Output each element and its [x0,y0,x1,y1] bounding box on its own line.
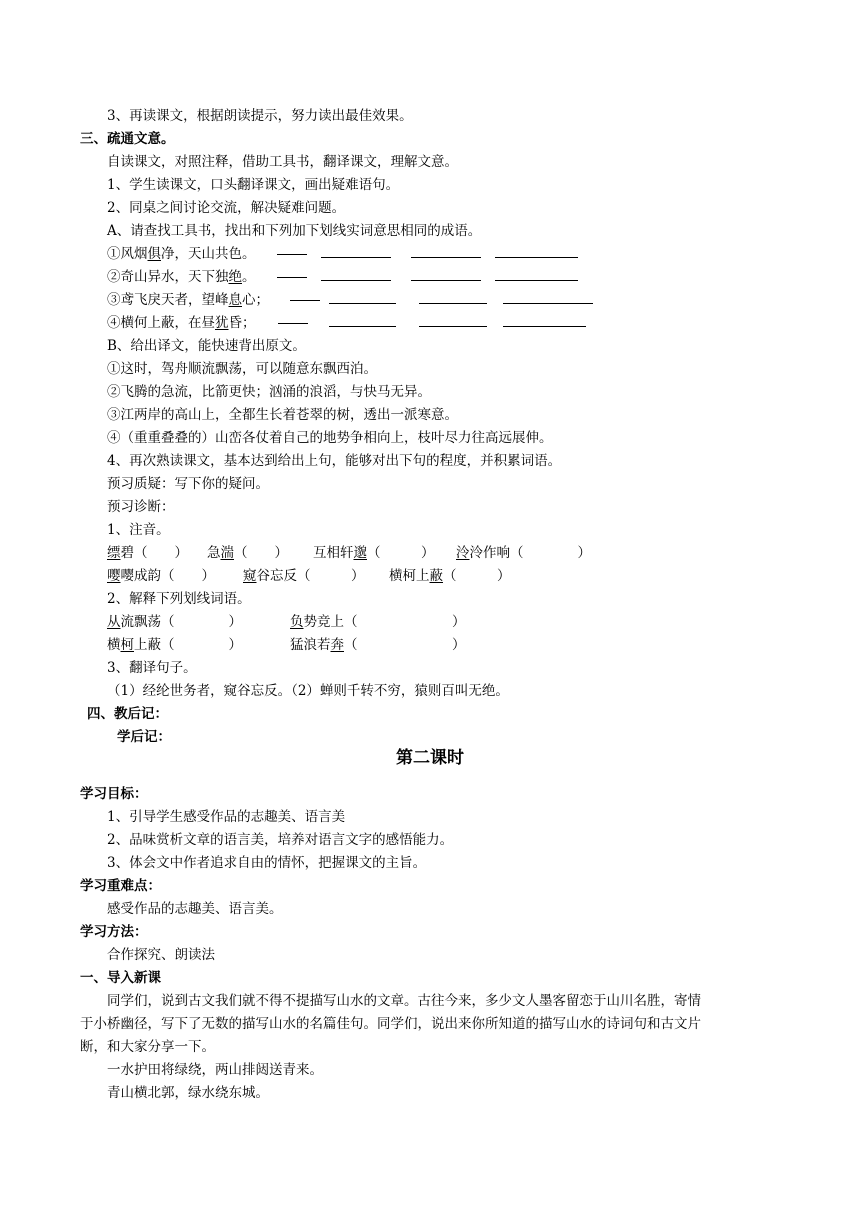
idiom-text: 昏； [228,315,256,331]
section-heading: 四、教后记： [87,706,168,722]
text-line: 青山横北郭，绿水绕东城。 [107,1085,269,1101]
idiom-row-2 [107,268,256,286]
idiom-text: 净，天山共色。 [161,246,256,262]
explain-text: 猛浪若 [290,637,331,653]
idiom-text: 心； [242,292,269,308]
pinyin-paren: 嘤成韵（ ） [120,568,215,584]
section-heading: 学习方法： [80,924,148,940]
pinyin-text: 急 [207,545,221,561]
text-line: 断，和大家分享一下。 [80,1039,215,1055]
pinyin-text: 横柯上 [389,568,430,584]
idiom-row-4 [107,314,256,332]
text-line: B、给出译文，能快速背出原文。 [107,338,306,354]
text-line: 1、引导学生感受作品的志趣美、语言美 [107,809,346,825]
pinyin-item [107,544,188,562]
answer-blank[interactable] [495,268,578,281]
text-line: ③江两岸的高山上，全都生长着苍翠的树，透出一派寒意。 [107,407,458,423]
underlined-word: 蔽 [429,568,443,584]
underlined-word: 息 [228,292,242,308]
underlined-word: 邈 [353,545,367,561]
pinyin-paren: （ ） [234,545,288,561]
underlined-word: 嘤 [107,568,121,584]
text-line: 2、解释下列划线词语。 [107,591,251,607]
dash-line [278,323,308,324]
underlined-word: 奔 [330,637,344,653]
text-line: 一水护田将绿绕，两山排闼送青来。 [107,1062,323,1078]
answer-blank[interactable] [419,291,487,304]
answer-blank[interactable] [411,268,481,281]
underlined-word: 缥 [107,545,121,561]
idiom-text: ④横何上蔽，在昼 [107,315,215,331]
text-line: 3、体会文中作者追求自由的情怀，把握课文的主旨。 [107,855,427,871]
explain-paren: （ ） [344,637,466,653]
section-heading: 学后记： [117,729,171,745]
text-line: ②飞腾的急流，比箭更快；汹涌的浪滔，与快马无异。 [107,384,431,400]
underlined-word: 绝 [228,269,242,285]
pinyin-item [389,567,511,585]
text-line: （1）经纶世务者，窥谷忘反。（2）蝉则千转不穷，猿则百叫无绝。 [107,683,509,699]
pinyin-item [243,567,365,585]
pinyin-item [313,544,435,562]
pinyin-item [107,567,215,585]
text-line: ①这时，驾舟顺流飘荡，可以随意东飘西泊。 [107,361,377,377]
pinyin-paren: （ ） [367,545,435,561]
answer-blank[interactable] [495,245,578,258]
text-line: 3、再读课文，根据朗读提示，努力读出最佳效果。 [107,108,413,124]
answer-blank[interactable] [321,245,391,258]
underlined-word: 负 [290,614,304,630]
text-line: 1、学生读课文，口头翻译课文，画出疑难语句。 [107,177,400,193]
text-line: 感受作品的志趣美、语言美。 [107,901,283,917]
answer-blank[interactable] [411,245,481,258]
answer-blank[interactable] [321,268,391,281]
pinyin-paren: 碧（ ） [120,545,188,561]
section-heading: 学习重难点： [80,878,161,894]
text-line: ④（重重叠叠的）山峦各仗着自己的地势争相向上，枝叶尽力往高远展伸。 [107,430,553,446]
pinyin-text: 互相轩 [313,545,354,561]
answer-blank[interactable] [329,314,396,327]
dash-line [277,277,307,278]
text-line: 2、品味赏析文章的语言美，培养对语言文字的感悟能力。 [107,832,454,848]
text-line: 3、翻译句子。 [107,660,197,676]
explain-paren: 流飘荡（ ） [120,614,242,630]
underlined-word: 柯 [120,637,134,653]
idiom-text: ①风烟 [107,246,148,262]
idiom-text: ③鸢飞戾天者，望峰 [107,292,229,308]
pinyin-paren: 谷忘反（ ） [256,568,365,584]
explain-paren: 势竞上（ ） [303,614,466,630]
text-line: 4、再次熟读课文，基本达到给出上句，能够对出下句的程度，并积累词语。 [107,453,562,469]
pinyin-paren: （ ） [443,568,511,584]
explain-item [290,613,466,631]
text-line: 于小桥幽径，写下了无数的描写山水的名篇佳句。同学们，说出来你所知道的描写山水的诗词句和古文片 [80,1016,701,1032]
pinyin-paren: 泠作响（ ） [469,545,591,561]
underlined-word: 湍 [220,545,234,561]
idiom-text: 。 [242,269,256,285]
section-heading: 三、疏通文意。 [80,131,175,147]
text-line: 自读课文，对照注释，借助工具书，翻译课文，理解文意。 [107,154,458,170]
explain-item [107,613,242,631]
answer-blank[interactable] [503,291,593,304]
pinyin-item [207,544,288,562]
underlined-word: 犹 [215,315,229,331]
underlined-word: 从 [107,614,121,630]
text-line: 预习质疑：写下你的疑问。 [107,476,269,492]
idiom-row-1 [107,245,256,263]
underlined-word: 俱 [147,246,161,262]
text-line: 同学们，说到古文我们就不得不提描写山水的文章。古往今来，多少文人墨客留恋于山川名胜，寄情 [107,993,701,1009]
explain-item [290,636,466,654]
section-heading: 一、导入新课 [80,970,161,986]
answer-blank[interactable] [329,291,396,304]
dash-line [277,254,307,255]
underlined-word: 泠 [456,545,470,561]
text-line: 2、同桌之间讨论交流，解决疑难问题。 [107,200,346,216]
explain-item [107,636,242,654]
text-line: 预习诊断： [107,499,175,515]
idiom-row-3 [107,291,269,309]
text-line: 1、注音。 [107,522,170,538]
underlined-word: 窥 [243,568,257,584]
text-line: 合作探究、朗读法 [107,947,215,963]
dash-line [290,300,320,301]
text-line: A、请查找工具书，找出和下列加下划线实词意思相同的成语。 [107,223,482,239]
explain-paren: 上蔽（ ） [134,637,242,653]
section-heading: 学习目标： [80,786,148,802]
explain-text: 横 [107,637,121,653]
pinyin-item [456,544,591,562]
page-title: 第二课时 [396,748,464,768]
answer-blank[interactable] [419,314,487,327]
idiom-text: ②奇山异水，天下独 [107,269,229,285]
answer-blank[interactable] [503,314,586,327]
